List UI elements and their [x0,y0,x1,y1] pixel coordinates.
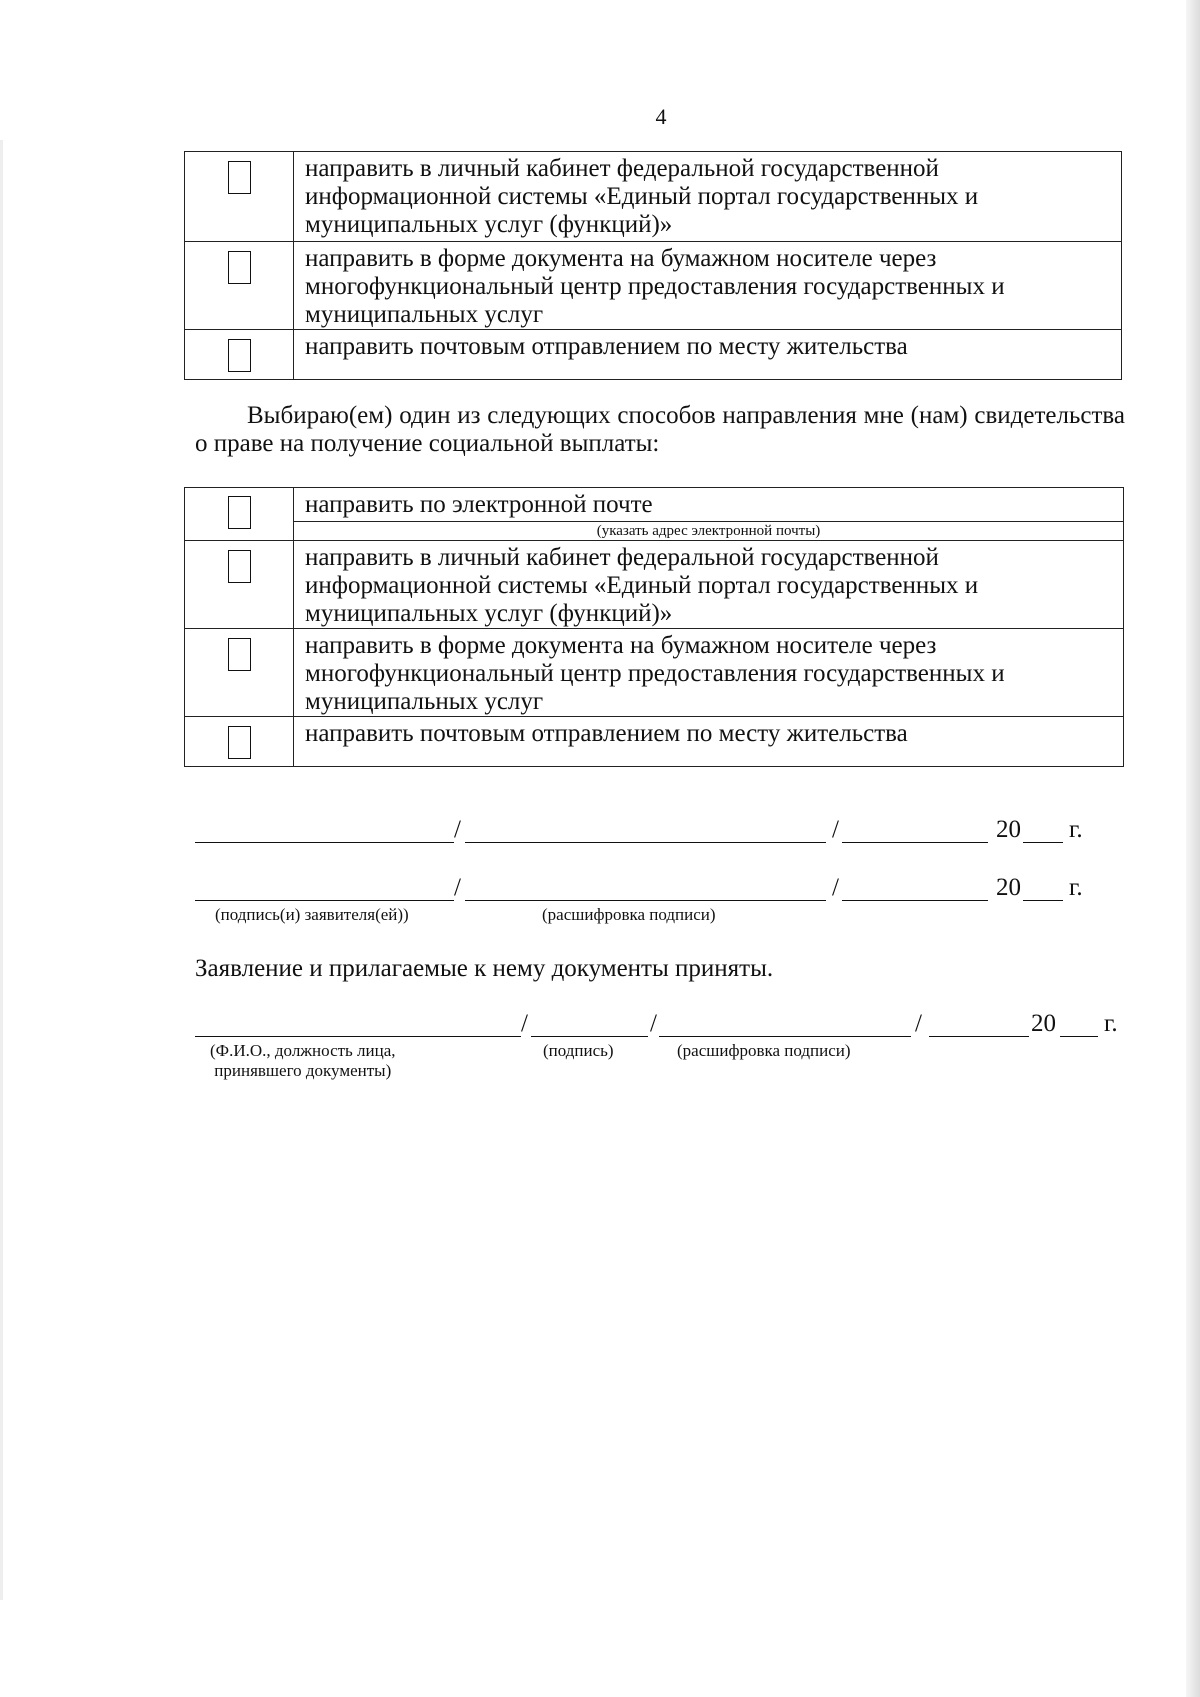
year-suffix: г. [1069,874,1083,901]
option-row [185,541,1124,629]
official-name-field[interactable] [195,1036,521,1037]
year-suffix: г. [1104,1010,1118,1037]
option-row [185,629,1124,717]
delivery-options-table-1 [184,151,1122,380]
option-checkbox[interactable] [228,638,251,671]
certificate-delivery-intro: Выбираю(ем) один из следующих способов направления мне (нам) свидетельства о праве на получение социальной выплаты: [195,402,1125,457]
option-checkbox[interactable] [228,550,251,583]
separator-slash: / [832,874,839,901]
option-label: направить в форме документа на бумажном носителе через многофункциональный центр предоставления государственных и муниципальных услуг [294,629,1124,717]
option-checkbox[interactable] [228,496,251,529]
caption-official-line-2: принявшего документы) [214,1061,392,1080]
caption-official-person [210,1041,396,1081]
option-checkbox[interactable] [228,339,251,372]
option-label: направить по электронной почте [305,491,653,518]
year-prefix: 20 [996,874,1021,901]
option-label: направить почтовым отправлением по месту жительства [294,330,1122,380]
separator-slash: / [650,1010,657,1037]
page-number: 4 [655,104,667,129]
caption-official-line-1: (Ф.И.О., должность лица, [210,1041,396,1060]
signature-decode-field[interactable] [465,900,826,901]
year-prefix: 20 [996,816,1021,843]
option-label: направить в личный кабинет федеральной государственной информационной системы «Единый портал государственных и муниципальных услуг (функций)» [294,152,1122,242]
option-label: направить в личный кабинет федеральной государственной информационной системы «Единый портал государственных и муниципальных услуг (функций)» [294,541,1124,629]
separator-slash: / [832,816,839,843]
option-row [185,152,1122,242]
separator-slash: / [454,874,461,901]
option-checkbox[interactable] [228,726,251,759]
caption-official-signature: (подпись) [543,1041,614,1060]
year-prefix: 20 [1031,1010,1056,1037]
caption-applicant-signature: (подпись(и) заявителя(ей)) [215,905,409,924]
option-label: направить в форме документа на бумажном носителе через многофункциональный центр предоставления государственных и муниципальных услуг [294,242,1122,330]
year-field[interactable] [1023,842,1063,843]
year-field[interactable] [1023,900,1063,901]
scan-edge [1186,0,1200,1697]
option-label: направить почтовым отправлением по месту жительства [294,717,1124,767]
email-caption: (указать адрес электронной почты) [596,523,821,539]
scan-edge [0,140,3,1600]
option-row [185,330,1122,380]
signature-decode-field[interactable] [465,842,826,843]
option-row-email [185,488,1124,541]
documents-accepted-text: Заявление и прилагаемые к нему документы приняты. [195,955,774,982]
option-row [185,717,1124,767]
email-address-field[interactable] [294,521,1123,540]
delivery-options-table-2 [184,487,1124,767]
separator-slash: / [521,1010,528,1037]
option-row [185,242,1122,330]
separator-slash: / [454,816,461,843]
option-checkbox[interactable] [228,251,251,284]
official-decode-field[interactable] [659,1036,911,1037]
date-field[interactable] [842,842,988,843]
date-field[interactable] [842,900,988,901]
year-suffix: г. [1069,816,1083,843]
caption-signature-decode: (расшифровка подписи) [542,905,716,924]
official-signature-field[interactable] [531,1036,648,1037]
signature-field[interactable] [195,842,454,843]
separator-slash: / [915,1010,922,1037]
year-field[interactable] [1060,1036,1098,1037]
option-checkbox[interactable] [228,161,251,194]
date-field[interactable] [929,1036,1029,1037]
signature-field[interactable] [195,900,454,901]
caption-official-decode: (расшифровка подписи) [677,1041,851,1060]
